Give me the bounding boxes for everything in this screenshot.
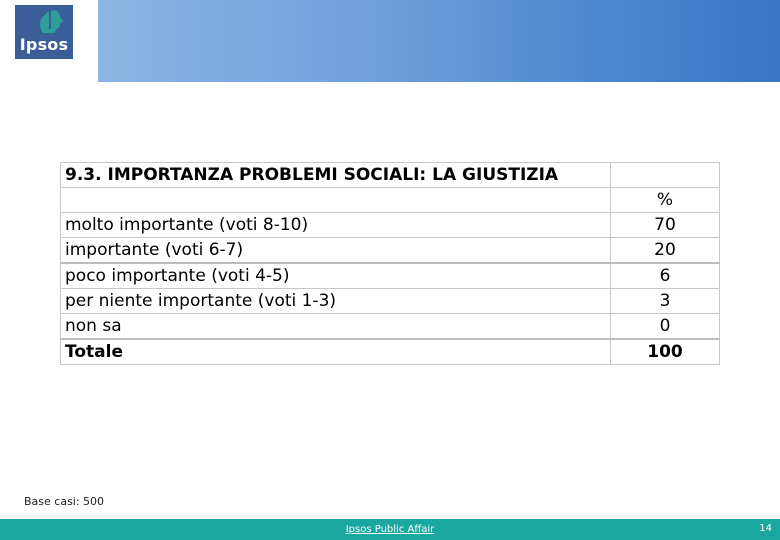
row-label: per niente importante (voti 1-3) [61,289,611,314]
row-label: importante (voti 6-7) [61,238,611,264]
header-label-cell [61,188,611,213]
total-label: Totale [61,339,611,365]
percent-header: % [611,188,720,213]
row-label: molto importante (voti 8-10) [61,213,611,238]
table-title-blank [611,163,720,188]
table-row [61,263,720,289]
table-header-row [61,188,720,213]
logo-area [0,0,92,82]
row-value: 6 [611,263,720,289]
header [0,0,780,82]
table-total-row [61,339,720,365]
total-value: 100 [611,339,720,365]
ipsos-logo [15,5,73,59]
table-row [61,289,720,314]
results-table [60,162,720,365]
row-value: 20 [611,238,720,264]
table-title: 9.3. IMPORTANZA PROBLEMI SOCIALI: LA GIUSTIZIA [61,163,611,188]
head-silhouette-icon [29,7,73,35]
footer-link[interactable]: Ipsos Public Affair [345,524,435,535]
table-row [61,314,720,340]
row-value: 3 [611,289,720,314]
row-value: 70 [611,213,720,238]
row-label: poco importante (voti 4-5) [61,263,611,289]
table-title-row [61,163,720,188]
footer-bar [0,519,780,540]
header-banner [98,0,780,82]
logo-text: Ipsos [19,35,69,54]
base-note: Base casi: 500 [24,495,105,508]
table-row [61,238,720,264]
row-label: non sa [61,314,611,340]
page-number: 14 [759,523,772,534]
row-value: 0 [611,314,720,340]
table-row [61,213,720,238]
